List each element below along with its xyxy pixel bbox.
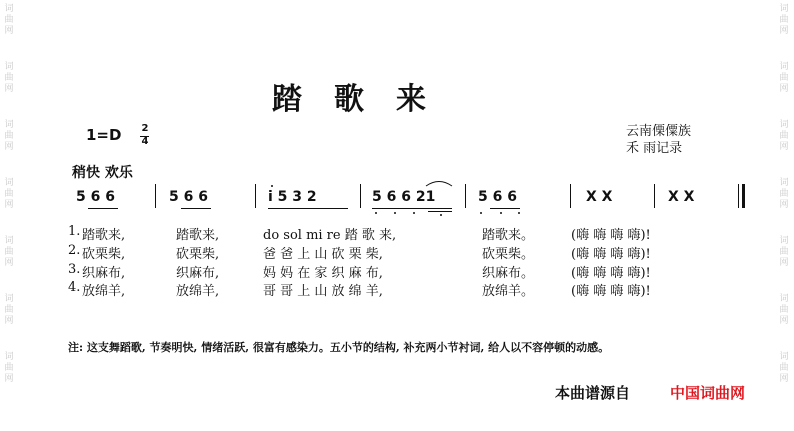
watermark-char: 网 xyxy=(4,316,14,326)
watermark-char: 网 xyxy=(779,142,789,152)
watermark-char: 曲 xyxy=(779,189,789,199)
time-signature-top: 2 xyxy=(141,123,149,134)
source-site-link[interactable]: 中国词曲网 xyxy=(670,384,746,402)
recorder-credit: 禾 雨记录 xyxy=(626,141,683,156)
watermark-char: 词 xyxy=(4,352,14,362)
eighth-underline xyxy=(490,208,520,209)
watermark-char: 曲 xyxy=(4,189,14,199)
watermark-char: 词 xyxy=(4,236,14,246)
low-octave-dot xyxy=(440,214,442,216)
lyric-phrase: 踏歌来, xyxy=(176,228,220,243)
high-octave-dot xyxy=(271,185,273,187)
measure-4: 5 6 6 21 xyxy=(372,189,436,205)
watermark-char: 曲 xyxy=(779,305,789,315)
lyric-phrase: 砍栗柴。 xyxy=(482,247,535,262)
low-octave-dot xyxy=(518,212,520,214)
watermark-char: 词 xyxy=(779,352,789,362)
watermark-char: 网 xyxy=(4,258,14,268)
low-octave-dot xyxy=(500,212,502,214)
eighth-underline xyxy=(181,208,211,209)
watermark-char: 曲 xyxy=(4,15,14,25)
watermark-char: 曲 xyxy=(4,363,14,373)
eighth-underline xyxy=(88,208,118,209)
key-signature: 1=D xyxy=(86,126,122,144)
side-watermark-right xyxy=(778,4,790,410)
bar-line xyxy=(360,184,361,208)
lyric-phrase: 放绵羊, xyxy=(82,284,126,299)
verse-number: 3. xyxy=(68,262,81,277)
bar-line xyxy=(255,184,256,208)
time-signature-bottom: 4 xyxy=(141,136,149,147)
watermark-char: 曲 xyxy=(4,131,14,141)
lyric-refrain: (嗨 嗨 嗨 嗨)! xyxy=(571,247,651,262)
eighth-underline xyxy=(268,208,348,209)
watermark-char: 曲 xyxy=(4,305,14,315)
bar-line xyxy=(465,184,466,208)
low-octave-dot xyxy=(394,212,396,214)
lyric-phrase: 踏歌来。 xyxy=(482,228,535,243)
watermark-char: 词 xyxy=(4,62,14,72)
watermark-char: 词 xyxy=(4,4,14,14)
verse-number: 4. xyxy=(68,280,81,295)
final-bar-thin xyxy=(738,184,739,208)
watermark-char: 词 xyxy=(779,178,789,188)
slur-mark xyxy=(424,178,454,188)
source-label: 本曲谱源自 xyxy=(555,384,631,402)
measure-1: 5 6 6 xyxy=(76,189,115,205)
measure-7: X X xyxy=(668,189,695,205)
origin-credit: 云南傈僳族 xyxy=(626,124,692,139)
watermark-char: 网 xyxy=(779,26,789,36)
song-title: 踏歌来 xyxy=(272,82,458,117)
watermark-char: 词 xyxy=(779,4,789,14)
lyric-phrase: 织麻布, xyxy=(82,266,126,281)
measure-2: 5 6 6 xyxy=(169,189,208,205)
lyric-phrase: 砍栗柴, xyxy=(176,247,220,262)
lyric-refrain: (嗨 嗨 嗨 嗨)! xyxy=(571,284,651,299)
watermark-char: 曲 xyxy=(779,363,789,373)
watermark-char: 曲 xyxy=(779,15,789,25)
sixteenth-underline xyxy=(428,211,452,212)
watermark-char: 词 xyxy=(779,236,789,246)
bar-line xyxy=(570,184,571,208)
watermark-char: 词 xyxy=(779,120,789,130)
lyric-phrase: 哥 哥 上 山 放 绵 羊, xyxy=(263,284,383,299)
lyric-phrase: 织麻布。 xyxy=(482,266,535,281)
watermark-char: 词 xyxy=(4,178,14,188)
watermark-char: 曲 xyxy=(779,131,789,141)
watermark-char: 网 xyxy=(4,200,14,210)
watermark-char: 网 xyxy=(779,316,789,326)
watermark-char: 网 xyxy=(779,374,789,384)
watermark-char: 词 xyxy=(4,294,14,304)
eighth-underline xyxy=(372,208,452,209)
low-octave-dot xyxy=(375,212,377,214)
watermark-char: 网 xyxy=(779,258,789,268)
lyric-phrase: 放绵羊。 xyxy=(482,284,535,299)
watermark-char: 曲 xyxy=(779,247,789,257)
watermark-char: 曲 xyxy=(779,73,789,83)
lyric-phrase: 放绵羊, xyxy=(176,284,220,299)
low-octave-dot xyxy=(480,212,482,214)
watermark-char: 曲 xyxy=(4,247,14,257)
watermark-char: 词 xyxy=(779,294,789,304)
verse-number: 2. xyxy=(68,243,81,258)
lyric-phrase: 砍栗柴, xyxy=(82,247,126,262)
low-octave-dot xyxy=(413,212,415,214)
final-bar-thick xyxy=(742,184,745,208)
bar-line xyxy=(155,184,156,208)
lyric-phrase: 踏歌来, xyxy=(82,228,126,243)
verse-number: 1. xyxy=(68,224,81,239)
watermark-char: 词 xyxy=(779,62,789,72)
lyric-phrase: 织麻布, xyxy=(176,266,220,281)
measure-6: X X xyxy=(586,189,613,205)
measure-5: 5 6 6 xyxy=(478,189,517,205)
watermark-char: 网 xyxy=(779,84,789,94)
watermark-char: 网 xyxy=(4,84,14,94)
measure-3: i 5 3 2 xyxy=(268,189,317,205)
watermark-char: 网 xyxy=(4,142,14,152)
bar-line xyxy=(654,184,655,208)
lyric-refrain: (嗨 嗨 嗨 嗨)! xyxy=(571,228,651,243)
watermark-char: 曲 xyxy=(4,73,14,83)
watermark-char: 网 xyxy=(779,200,789,210)
watermark-char: 词 xyxy=(4,120,14,130)
lyric-phrase: do sol mi re 踏 歌 来, xyxy=(263,228,397,243)
lyric-phrase: 妈 妈 在 家 织 麻 布, xyxy=(263,266,383,281)
tempo-marking: 稍快 欢乐 xyxy=(72,165,133,181)
lyric-refrain: (嗨 嗨 嗨 嗨)! xyxy=(571,266,651,281)
watermark-char: 网 xyxy=(4,26,14,36)
lyric-phrase: 爸 爸 上 山 砍 栗 柴, xyxy=(263,247,383,262)
watermark-char: 网 xyxy=(4,374,14,384)
side-watermark-left xyxy=(3,4,15,410)
annotation-note: 注: 这支舞蹈歌, 节奏明快, 情绪活跃, 很富有感染力。五小节的结构, 补充两小节衬词, 给人以不容停顿的动感。 xyxy=(68,341,610,354)
